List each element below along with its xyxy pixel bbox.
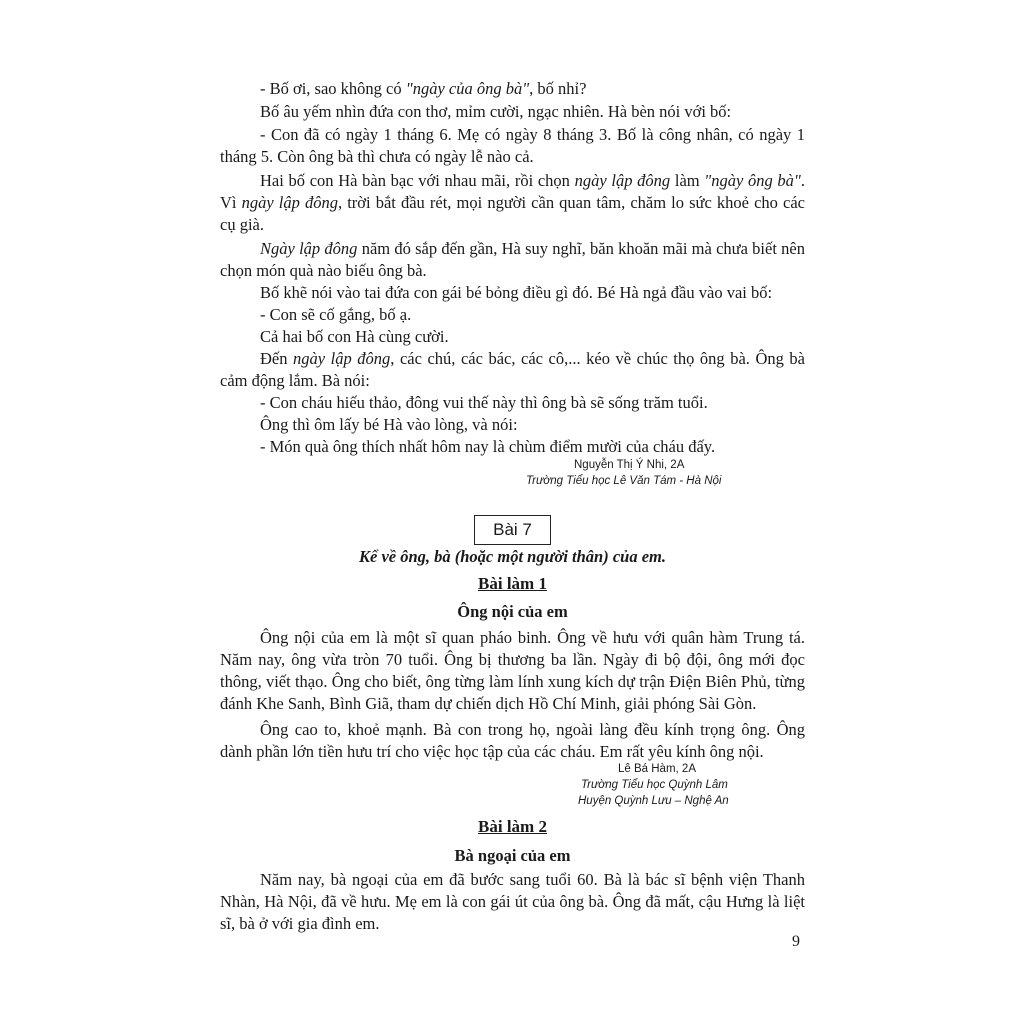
narration-line: Cả hai bố con Hà cùng cười. xyxy=(260,327,449,346)
paragraph: Ngày lập đông năm đó sắp đến gần, Hà suy nghĩ, băn khoăn mãi mà chưa biết nên chọn món quà nào biếu ông bà. xyxy=(220,239,806,280)
essay1-body xyxy=(220,627,805,763)
page-number: 9 xyxy=(792,933,800,950)
essay2-body xyxy=(220,869,805,935)
paragraph: Ông nội của em là một sĩ quan pháo binh. Ông về hưu với quân hàm Trung tá. Năm nay, ông vừa tròn 70 tuổi. Ông bị thương ba lần. Ngày đi bộ đội, ông mới đọc thông, viết thạo. Ông cho biết, ông từng làm lính xung kích dự trận Điện Biên Phủ, từng đánh Khe Sanh, Bình Giã, tham dự chiến dịch Hồ Chí Minh, giải phóng Sài Gòn. xyxy=(220,628,805,713)
story-ending xyxy=(220,78,805,458)
essay1-heading: Bài làm 1 xyxy=(478,574,547,593)
narration-line: Ông thì ôm lấy bé Hà vào lòng, và nói: xyxy=(260,415,518,434)
narration-line: Bố âu yếm nhìn đứa con thơ, mỉm cười, ngạc nhiên. Hà bèn nói với bố: xyxy=(260,102,732,121)
dialogue-line: - Món quà ông thích nhất hôm nay là chùm điểm mười của cháu đấy. xyxy=(260,437,716,456)
story-school: Trường Tiểu học Lê Văn Tám - Hà Nội xyxy=(526,475,722,487)
dialogue-line: - Con cháu hiếu thảo, đông vui thế này thì ông bà sẽ sống trăm tuổi. xyxy=(260,393,708,412)
paragraph: Đến ngày lập đông, các chú, các bác, các cô,... kéo về chúc thọ ông bà. Ông bà cảm động lắm. Bà nói: xyxy=(220,349,805,390)
story-author: Nguyễn Thị Ý Nhi, 2A xyxy=(574,459,685,471)
lesson-label-wrap xyxy=(220,515,805,545)
essay1-author: Lê Bá Hàm, 2A xyxy=(618,763,696,775)
essay2-heading: Bài làm 2 xyxy=(478,817,547,836)
paragraph: Bố khẽ nói vào tai đứa con gái bé bỏng điều gì đó. Bé Hà ngả đầu vào vai bố: xyxy=(260,283,773,302)
essay1-school: Trường Tiểu học Quỳnh Lâm xyxy=(581,779,728,791)
dialogue-line: - Bố ơi, sao không có "ngày của ông bà", bố nhỉ? xyxy=(260,79,587,98)
essay1-district: Huyện Quỳnh Lưu – Nghệ An xyxy=(578,795,729,807)
lesson-prompt: Kể về ông, bà (hoặc một người thân) của em. xyxy=(358,547,667,566)
paragraph: Ông cao to, khoẻ mạnh. Bà con trong họ, ngoài làng đều kính trọng ông. Ông dành phần lớn tiền hưu trí cho việc học tập của các cháu. Em rất yêu kính ông nội. xyxy=(220,720,805,761)
dialogue-line: - Con đã có ngày 1 tháng 6. Mẹ có ngày 8 tháng 3. Bố là công nhân, có ngày 1 tháng 5. Còn ông bà thì chưa có ngày lễ nào cả. xyxy=(220,125,805,166)
paragraph: Năm nay, bà ngoại của em đã bước sang tuổi 60. Bà là bác sĩ bệnh viện Thanh Nhàn, Hà Nội, đã về hưu. Mẹ em là con gái út của ông bà. Ông đã mất, cậu Hưng là liệt sĩ, bà ở với gia đình em. xyxy=(220,870,805,933)
paragraph: Hai bố con Hà bàn bạc với nhau mãi, rồi chọn ngày lập đông làm "ngày ông bà". Vì ngày lập đông, trời bắt đầu rét, mọi người cần quan tâm, chăm lo sức khoẻ cho các cụ già. xyxy=(220,171,805,234)
lesson-label: Bài 7 xyxy=(474,515,551,545)
essay2-title: Bà ngoại của em xyxy=(454,846,571,865)
essay1-title: Ông nội của em xyxy=(457,602,568,621)
dialogue-line: - Con sẽ cố gắng, bố ạ. xyxy=(260,305,412,324)
